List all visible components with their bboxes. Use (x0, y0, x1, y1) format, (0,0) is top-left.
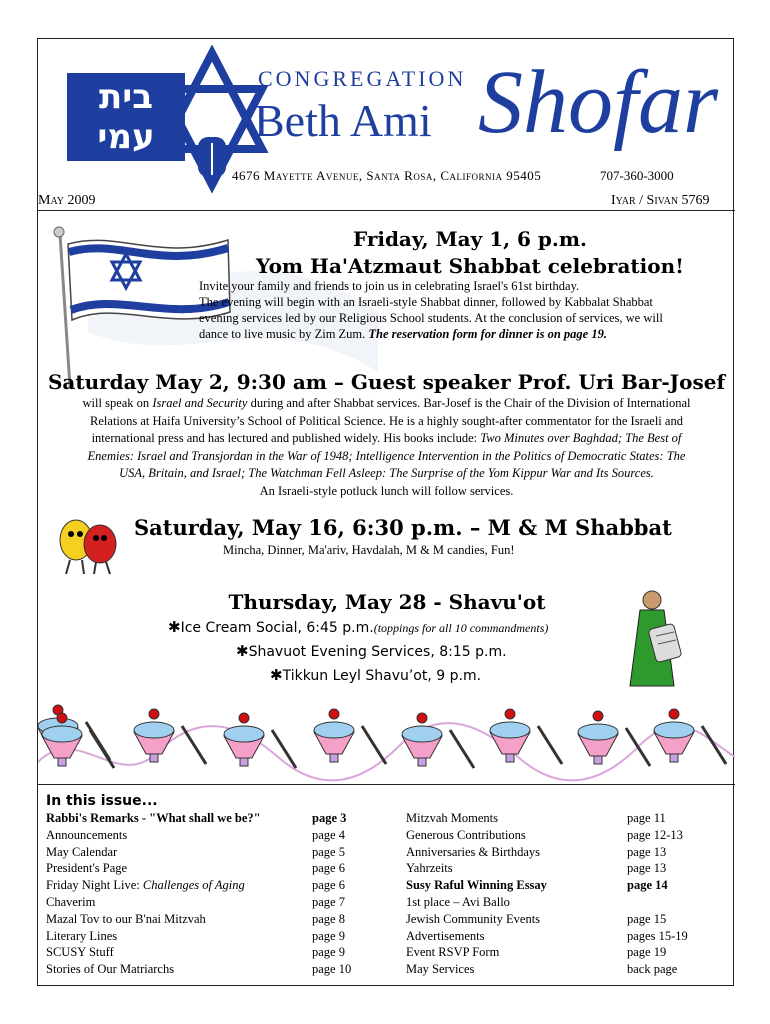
event1-line-4: dance to live music by Zim Zum. The reservation form for dinner is on page 19. (199, 327, 607, 341)
toc-item-label: Friday Night Live: Challenges of Aging (46, 878, 245, 893)
toc-right-pages (627, 810, 688, 978)
congregation-label: CONGREGATION (258, 66, 467, 91)
toc-item-label: Stories of Our Matriarchs (46, 962, 175, 977)
event1-line-2: The evening will begin with an Israeli-style Shabbat dinner, followed by Kabbalat Shabbat (199, 295, 653, 309)
toc-item-label: President's Page (46, 861, 128, 876)
event3-title: Saturday, May 16, 6:30 p.m. – M & M Shabbat (134, 515, 672, 540)
event2-line-4: Enemies: Israel and Transjordan in the War of 1948; Intelligence Intervention in the Politics of Democratic States: The (87, 448, 686, 463)
toc-item-page: page 14 (627, 878, 668, 893)
toc-right-labels (406, 810, 547, 978)
event2-title: Saturday May 2, 9:30 am – Guest speaker Prof. Uri Bar-Josef (47, 370, 726, 394)
event3-subtitle: Mincha, Dinner, Ma'ariv, Havdalah, M & M candies, Fun! (223, 543, 515, 557)
event1-line-1: Invite your family and friends to join us in celebrating Israel's 61st birthday. (199, 279, 580, 293)
moses-tablets-icon (622, 588, 686, 690)
event1-line-3: evening services led by our Religious School students. At the conclusion of services, we will (199, 311, 663, 325)
toc-item-label: Generous Contributions (406, 827, 526, 842)
toc-item-page: page 10 (312, 962, 352, 977)
issue-date: May 2009 (38, 193, 96, 208)
toc-item-label: Anniversaries & Birthdays (406, 844, 541, 859)
event1-title-2: Yom Ha'Atzmaut Shabbat celebration! (256, 254, 684, 278)
toc-item-label: Announcements (46, 827, 128, 842)
toc-left-pages (312, 810, 351, 978)
toc-item-label: Mazal Tov to our B'nai Mitzvah (46, 911, 206, 926)
event2-line-6: An Israeli-style potluck lunch will follow services. (259, 483, 514, 498)
toc-title: In this issue... (46, 793, 158, 809)
toc-item-label: Rabbi's Remarks - "What shall we be?" (46, 811, 261, 825)
toc-item-label: May Calendar (46, 844, 118, 859)
event4-item-1: ✱Ice Cream Social, 6:45 p.m.(toppings for all 10 commandments) (168, 618, 549, 636)
toc-item-page: page 9 (312, 945, 345, 960)
toc-item-label: Event RSVP Form (406, 945, 500, 960)
toc-item-page: page 6 (312, 878, 345, 893)
toc-item-label: Chaverim (46, 894, 96, 909)
toc-item-label: Susy Raful Winning Essay (406, 878, 547, 893)
toc-divider (38, 784, 735, 785)
toc-item-page: page 15 (627, 911, 667, 926)
m-and-m-candies-icon (52, 506, 122, 578)
hebrew-date: Iyar / Sivan 5769 (611, 193, 710, 208)
newsletter-title: Shofar (478, 53, 719, 152)
toc-item-page: page 3 (312, 811, 347, 825)
toc-item-page: page 13 (627, 844, 667, 859)
event4-title: Thursday, May 28 - Shavu'ot (228, 590, 546, 614)
toc-item-page: page 13 (627, 861, 667, 876)
event2-line-5: USA, Britain, and Israel; The Watchman Fell Asleep: The Surprise of the Yom Kippur War and Its Sources. (119, 466, 654, 480)
hebrew-line-2: עמי (97, 117, 155, 157)
bullet-icon: ✱ (168, 618, 181, 636)
toc-item-label: Advertisements (406, 928, 485, 943)
congregation-name: Beth Ami (254, 95, 432, 146)
toc-item-page: page 6 (312, 861, 345, 876)
toc-item-page: page 8 (312, 911, 345, 926)
toc-item-page (627, 894, 688, 911)
event2-line-2: Relations at Haifa University’s School of Political Science. He is a highly sought-after commentator for the Israeli and (90, 413, 683, 428)
toc-item-page: page 11 (627, 811, 666, 825)
toc-left-labels (46, 810, 261, 978)
toc-item-label: SCUSY Stuff (46, 945, 114, 960)
reservation-note: The reservation form for dinner is on page 19. (368, 327, 607, 341)
toc-item-page: pages 15-19 (627, 928, 688, 943)
toc-item-page: page 19 (627, 945, 667, 960)
toc-item-page: page 9 (312, 928, 345, 943)
header-divider (38, 210, 735, 211)
toc-item-page: back page (627, 962, 678, 977)
event4-item-3: ✱Tikkun Leyl Shavu’ot, 9 p.m. (270, 666, 482, 684)
bullet-icon: ✱ (270, 666, 283, 684)
phone: 707-360-3000 (600, 168, 674, 183)
event2-line-1: will speak on Israel and Security during and after Shabbat services. Bar-Josef is the Chair of the Division of International (82, 396, 691, 410)
toc-item-page: page 7 (312, 894, 345, 909)
bullet-icon: ✱ (236, 642, 249, 660)
toc-item-label: Mitzvah Moments (406, 811, 499, 825)
toc-item-label: Yahrzeits (406, 861, 453, 876)
toc-item-page: page 5 (312, 844, 345, 859)
toc-item-page: page 12-13 (627, 827, 683, 842)
event4-item-2: ✱Shavuot Evening Services, 8:15 p.m. (236, 642, 507, 660)
ice-cream-sundae-border (38, 702, 735, 782)
toc-item-page: page 4 (312, 827, 345, 842)
toc-item-label: May Services (406, 962, 475, 977)
toc-item-label: Literary Lines (46, 928, 118, 943)
toc-item-label: 1st place – Avi Ballo (406, 894, 510, 909)
event1-title-1: Friday, May 1, 6 p.m. (352, 227, 588, 251)
address: 4676 Mayette Avenue, Santa Rosa, California 95405 (232, 168, 542, 183)
event2-line-3: international press and has lectured and published widely. His books include: Two Minutes over Baghdad; The Best of (91, 431, 682, 445)
toc-item-label: Jewish Community Events (406, 911, 541, 926)
hebrew-line-1: בית (99, 77, 153, 117)
